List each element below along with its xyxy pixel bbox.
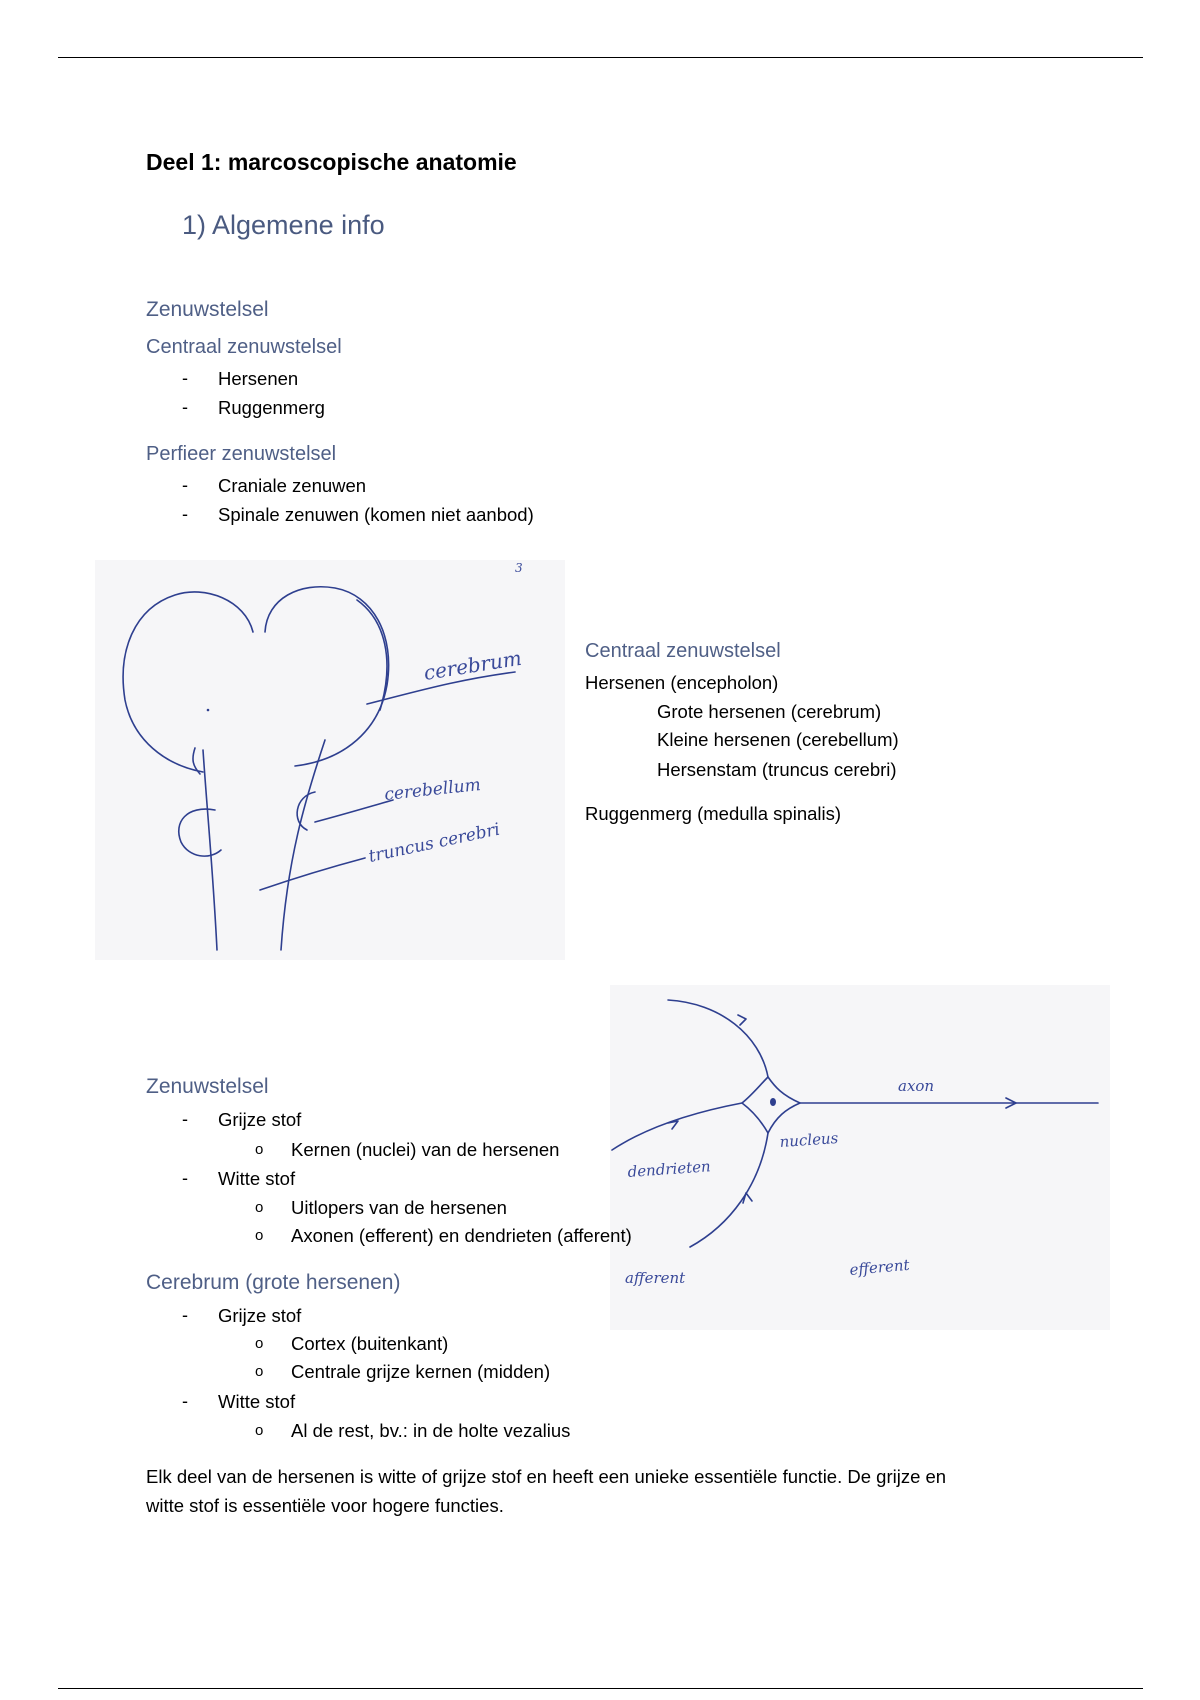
label-cerebellum: cerebellum: [383, 774, 482, 805]
cns-detail-title: Centraal zenuwstelsel: [585, 640, 781, 662]
section3-title: Cerebrum (grote hersenen): [146, 1271, 401, 1294]
bullet-dash: -: [182, 1391, 188, 1411]
list-item: Witte stof: [218, 1391, 296, 1412]
paragraph-line: witte stof is essentiële voor hogere functies.: [146, 1495, 504, 1516]
bullet-dash: -: [182, 397, 188, 417]
bullet-circle: o: [255, 1199, 264, 1216]
list-item: Ruggenmerg: [218, 397, 325, 418]
label-afferent: afferent: [625, 1269, 686, 1287]
top-rule: [58, 57, 1143, 58]
page-heading: Deel 1: marcoscopische anatomie: [146, 149, 517, 175]
bullet-circle: o: [255, 1422, 264, 1439]
list-subitem: Cortex (buitenkant): [291, 1333, 449, 1354]
list-subitem: Centrale grijze kernen (midden): [291, 1361, 551, 1382]
cns-detail-spinal: Ruggenmerg (medulla spinalis): [585, 803, 842, 824]
list-subitem: Al de rest, bv.: in de holte vezalius: [291, 1420, 571, 1441]
bullet-dash: -: [182, 1109, 188, 1129]
list-subitem: Uitlopers van de hersenen: [291, 1197, 507, 1218]
neuron-sketch: [610, 985, 1110, 1330]
paragraph-line: Elk deel van de hersenen is witte of grijze stof en heeft een unieke essentiële functie. De grijze en: [146, 1466, 947, 1487]
section2-title: Zenuwstelsel: [146, 1075, 269, 1098]
page-mark: 3: [515, 561, 523, 575]
list-item: Spinale zenuwen (komen niet aanbod): [218, 504, 534, 525]
brain-sketch: [95, 560, 565, 960]
cns-detail-part: Kleine hersenen (cerebellum): [657, 729, 899, 750]
label-cerebrum: cerebrum: [422, 645, 524, 685]
cns-detail-brain: Hersenen (encepholon): [585, 672, 779, 693]
list-subitem: Axonen (efferent) en dendrieten (afferent): [291, 1225, 632, 1246]
label-axon: axon: [898, 1077, 935, 1095]
bullet-circle: o: [255, 1227, 264, 1244]
bullet-dash: -: [182, 1168, 188, 1188]
list-item: Hersenen: [218, 368, 299, 389]
label-efferent: efferent: [848, 1255, 911, 1279]
bullet-dash: -: [182, 368, 188, 388]
section-heading: 1) Algemene info: [182, 210, 385, 240]
label-dendrieten: dendrieten: [627, 1157, 712, 1181]
label-nucleus: nucleus: [779, 1128, 839, 1151]
bullet-circle: o: [255, 1141, 264, 1158]
list-item: Grijze stof: [218, 1305, 302, 1326]
section1-title: Zenuwstelsel: [146, 298, 269, 321]
list-item: Craniale zenuwen: [218, 475, 367, 496]
bullet-circle: o: [255, 1335, 264, 1352]
pns-title: Perfieer zenuwstelsel: [146, 443, 337, 465]
bottom-rule: [58, 1688, 1143, 1689]
cns-title: Centraal zenuwstelsel: [146, 336, 342, 358]
list-item: Grijze stof: [218, 1109, 302, 1130]
list-subitem: Kernen (nuclei) van de hersenen: [291, 1139, 560, 1160]
bullet-circle: o: [255, 1363, 264, 1380]
list-item: Witte stof: [218, 1168, 296, 1189]
cns-detail-part: Hersenstam (truncus cerebri): [657, 759, 897, 780]
bullet-dash: -: [182, 475, 188, 495]
bullet-dash: -: [182, 1305, 188, 1325]
label-truncus-cerebri: truncus cerebri: [366, 819, 502, 867]
bullet-dash: -: [182, 504, 188, 524]
cns-detail-part: Grote hersenen (cerebrum): [657, 701, 882, 722]
